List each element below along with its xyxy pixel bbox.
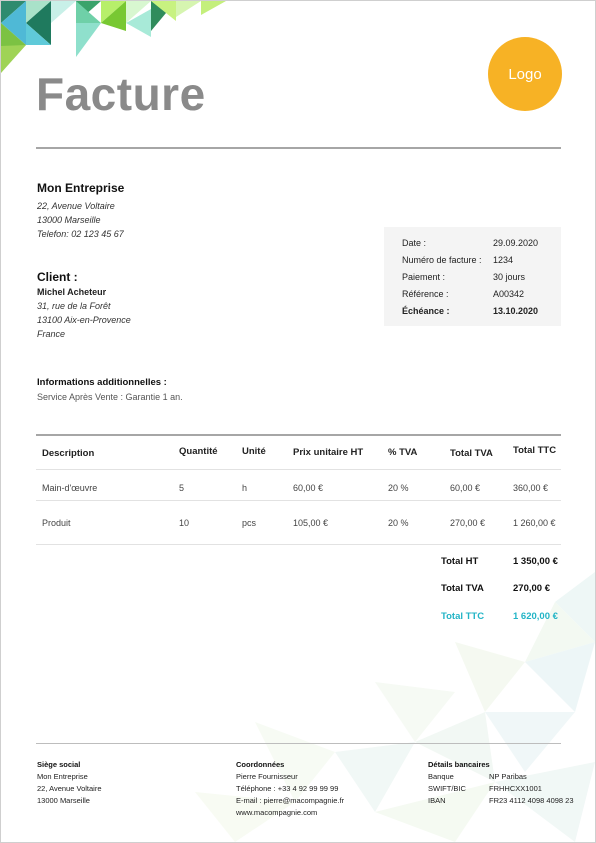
company-line: 22, Avenue Voltaire	[37, 201, 115, 211]
footer-coordonnees-heading: Coordonnées	[236, 760, 285, 769]
header-divider	[36, 147, 561, 149]
bank-value: NP Paribas	[489, 772, 527, 781]
col-header-description: Description	[42, 448, 95, 459]
client-name: Michel Acheteur	[37, 287, 107, 297]
bank-label: IBAN	[428, 796, 446, 805]
cell-unit-price: 60,00 €	[293, 483, 324, 493]
footer-siege-line: Mon Entreprise	[37, 772, 88, 781]
table-row-divider	[36, 500, 561, 501]
client-line: 31, rue de la Forêt	[37, 301, 111, 311]
footer-contact-line: Pierre Fournisseur	[236, 772, 298, 781]
footer-divider	[36, 743, 561, 744]
bank-label: SWIFT/BIC	[428, 784, 466, 793]
cell-unit-price: 105,00 €	[293, 518, 329, 528]
total-ttc-value: 1 620,00 €	[513, 611, 558, 622]
cell-unit: h	[242, 483, 248, 493]
footer-bank-labels	[428, 771, 466, 807]
col-header-vat-total: Total TVA	[450, 448, 493, 459]
info-label-date: Date :	[402, 238, 427, 248]
footer-coordonnees	[236, 771, 344, 819]
footer-siege-line: 13000 Marseille	[37, 796, 90, 805]
footer-bank-heading: Détails bancaires	[428, 760, 490, 769]
total-tva-value: 270,00 €	[513, 583, 550, 594]
cell-vat-total: 270,00 €	[450, 518, 486, 528]
additional-info-text: Service Après Vente : Garantie 1 an.	[37, 392, 183, 402]
total-ttc-label: Total TTC	[441, 611, 485, 622]
bank-value: FR23 4112 4098 4098 23	[489, 796, 574, 805]
table-row-divider	[36, 469, 561, 470]
col-header-total-ttc: Total TTC	[513, 445, 557, 456]
additional-info-heading: Informations additionnelles :	[37, 377, 167, 388]
cell-quantity: 5	[179, 483, 185, 493]
table-row-divider	[36, 544, 561, 545]
cell-vat-rate: 20 %	[388, 518, 409, 528]
client-heading: Client :	[37, 270, 78, 284]
client-line: 13100 Aix-en-Provence	[37, 315, 131, 325]
col-header-vat-rate: % TVA	[388, 447, 418, 458]
total-ht-label: Total HT	[441, 556, 479, 567]
cell-vat-total: 60,00 €	[450, 483, 481, 493]
info-value-payment: 30 jours	[493, 272, 526, 282]
company-line: Telefon: 02 123 45 67	[37, 229, 124, 239]
client-address	[37, 299, 131, 341]
col-header-unit-price: Prix unitaire HT	[293, 447, 364, 458]
cell-unit: pcs	[242, 518, 257, 528]
footer-siege	[37, 771, 102, 807]
total-tva-label: Total TVA	[441, 583, 484, 594]
cell-description: Produit	[42, 518, 71, 528]
footer-siege-heading: Siège social	[37, 760, 81, 769]
total-ht-value: 1 350,00 €	[513, 556, 558, 567]
info-label-due: Échéance :	[402, 306, 450, 316]
company-logo: Logo	[488, 37, 562, 111]
footer-contact-line: Téléphone : +33 4 92 99 99 99	[236, 784, 339, 793]
company-line: 13000 Marseille	[37, 215, 101, 225]
company-address	[37, 199, 124, 241]
cell-description: Main-d'œuvre	[42, 483, 98, 493]
bank-label: Banque	[428, 772, 454, 781]
info-label-payment: Paiement :	[402, 272, 446, 282]
footer-bank-values	[489, 771, 574, 807]
info-label-number: Numéro de facture :	[402, 255, 482, 265]
invoice-title: Facture	[36, 68, 206, 120]
footer-contact-line: E-mail : pierre@macompagnie.fr	[236, 796, 345, 805]
table-top-divider	[36, 434, 561, 436]
cell-quantity: 10	[179, 518, 190, 528]
info-value-reference: A00342	[493, 289, 525, 299]
info-value-date: 29.09.2020	[493, 238, 539, 248]
info-label-reference: Référence :	[402, 289, 449, 299]
cell-total-ttc: 1 260,00 €	[513, 518, 556, 528]
info-value-due: 13.10.2020	[493, 306, 539, 316]
cell-vat-rate: 20 %	[388, 483, 409, 493]
col-header-unit: Unité	[242, 446, 266, 457]
cell-total-ttc: 360,00 €	[513, 483, 549, 493]
client-line: France	[37, 329, 66, 339]
company-name: Mon Entreprise	[37, 181, 125, 195]
footer-siege-line: 22, Avenue Voltaire	[37, 784, 102, 793]
bank-value: FRHHCXX1001	[489, 784, 542, 793]
col-header-quantity: Quantité	[179, 446, 218, 457]
info-value-number: 1234	[493, 255, 514, 265]
footer-contact-line: www.macompagnie.com	[236, 808, 318, 817]
